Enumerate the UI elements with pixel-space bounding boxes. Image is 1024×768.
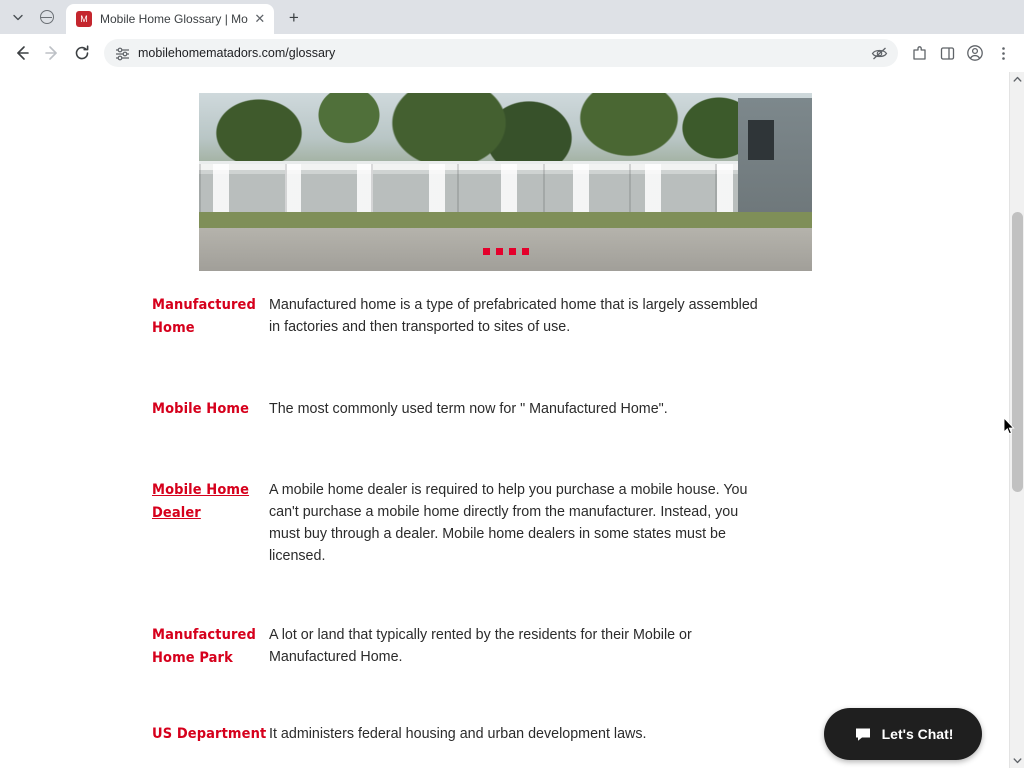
tab-strip xyxy=(0,0,1024,34)
tab-search-chevron-icon[interactable] xyxy=(4,3,32,31)
glossary-definition: A mobile home dealer is required to help you purchase a mobile house. You can't purchase a mobile home directly from the manufacturer. Instead, you must buy through a dealer. Mobile home dealers in some states must be licensed. xyxy=(269,482,748,564)
glossary-term: US Department xyxy=(152,726,267,742)
scrollbar-thumb[interactable] xyxy=(1012,212,1023,492)
slider-dot[interactable] xyxy=(496,248,503,255)
url-text: mobilehomematadors.com/glossary xyxy=(138,46,336,60)
forward-icon[interactable] xyxy=(38,39,66,67)
chat-widget-label: Let's Chat! xyxy=(881,726,954,742)
tune-icon[interactable] xyxy=(114,45,130,61)
tab-title: Mobile Home Glossary | Mo xyxy=(100,12,248,26)
chat-widget-button[interactable] xyxy=(824,708,982,760)
glossary-definition: A lot or land that typically rented by the residents for their Mobile or Manufactured Home. xyxy=(269,627,692,665)
glossary-list xyxy=(0,294,1009,746)
scroll-down-arrow-icon[interactable] xyxy=(1010,753,1024,768)
browser-toolbar xyxy=(0,34,1024,72)
split-view-icon[interactable] xyxy=(934,40,960,66)
chat-bubble-icon xyxy=(853,724,873,744)
omnibox-end-icons xyxy=(871,45,888,62)
site-favicon: M xyxy=(76,11,92,27)
glossary-term: Mobile Home xyxy=(152,401,250,417)
new-tab-button[interactable]: + xyxy=(288,8,299,27)
hero-slider-dots[interactable] xyxy=(483,248,529,255)
close-icon[interactable]: ✕ xyxy=(254,11,266,26)
glossary-definition: The most commonly used term now for " Manufactured Home". xyxy=(269,401,668,417)
page-viewport xyxy=(0,72,1024,768)
glossary-term: Manufactured Home Park xyxy=(152,627,256,666)
list-item xyxy=(0,479,1009,624)
address-bar[interactable] xyxy=(104,39,898,67)
slider-dot[interactable] xyxy=(522,248,529,255)
hero-right-house xyxy=(738,98,812,226)
list-item xyxy=(0,294,1009,398)
more-menu-icon[interactable] xyxy=(990,40,1016,66)
slider-dot[interactable] xyxy=(509,248,516,255)
slider-dot[interactable] xyxy=(483,248,490,255)
glossary-definition: It administers federal housing and urban development laws. xyxy=(269,726,647,742)
glossary-term-link[interactable]: Mobile Home Dealer xyxy=(152,482,250,521)
extensions-icon[interactable] xyxy=(906,40,932,66)
back-icon[interactable] xyxy=(8,39,36,67)
vertical-scrollbar[interactable] xyxy=(1009,72,1024,768)
globe-icon xyxy=(34,4,60,30)
glossary-definition: Manufactured home is a type of prefabricated home that is largely assembled in factories and then transported to sites of use. xyxy=(269,297,758,335)
glossary-term: Manufactured Home xyxy=(152,297,256,336)
scroll-up-arrow-icon[interactable] xyxy=(1010,72,1024,87)
hidden-eye-icon[interactable] xyxy=(871,45,888,62)
tab-mobile-home-glossary[interactable] xyxy=(66,4,274,34)
hero-image-mobile-home-park xyxy=(199,93,812,271)
glossary-page xyxy=(0,72,1009,768)
profile-icon[interactable] xyxy=(962,40,988,66)
reload-icon[interactable] xyxy=(68,39,96,67)
hero-grass xyxy=(199,212,812,228)
list-item xyxy=(0,398,1009,479)
